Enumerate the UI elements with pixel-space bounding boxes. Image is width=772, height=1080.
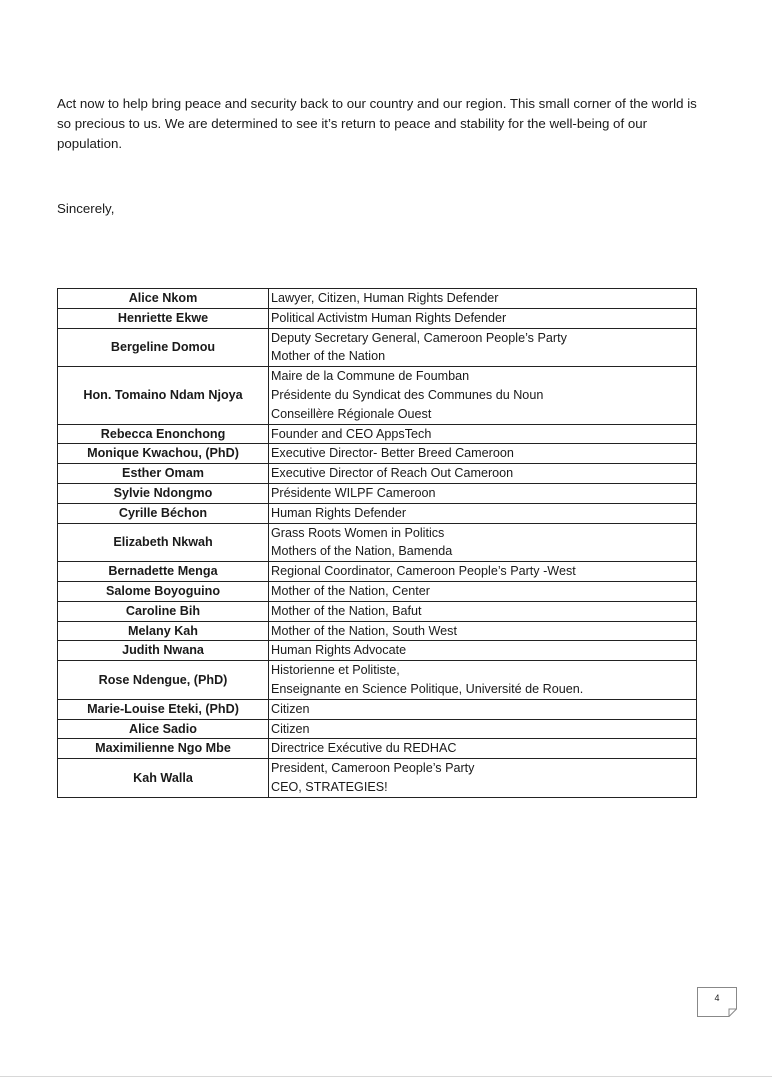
signatory-role-line: President, Cameroon People’s Party	[271, 761, 475, 776]
signatory-role-line: Conseillère Régionale Ouest	[271, 406, 432, 421]
signatory-role-line: Mother of the Nation	[271, 349, 386, 364]
signatory-roles	[269, 464, 697, 484]
signatory-roles	[269, 739, 697, 759]
signatory-roles	[269, 503, 697, 523]
signatory-row	[58, 503, 697, 523]
signatory-role-line: Maire de la Commune de Foumban	[271, 369, 470, 384]
signatory-row	[58, 719, 697, 739]
signatory-roles	[269, 661, 697, 700]
signatory-name: Bernadette Menga	[58, 562, 269, 582]
body-paragraph: Act now to help bring peace and security back to our country and our region. This small corner of the world is so precious to us. We are determined to see it’s return to peace and stability for the well-being of our population.	[57, 96, 697, 151]
signatory-role-line: Présidente du Syndicat des Communes du Noun	[271, 387, 544, 402]
signatory-role-line: Mother of the Nation, Center	[271, 583, 430, 598]
signatory-role-line: Mother of the Nation, South West	[271, 623, 457, 638]
signatories-table	[57, 288, 697, 798]
signatory-roles	[269, 444, 697, 464]
signatory-role-line: CEO, STRATEGIES!	[271, 779, 388, 794]
signatory-row	[58, 581, 697, 601]
signatory-roles	[269, 483, 697, 503]
signatory-role-line: Executive Director- Better Breed Cameroon	[271, 446, 514, 461]
signatory-name: Melany Kah	[58, 621, 269, 641]
signatory-role-line: Historienne et Politiste,	[271, 663, 400, 678]
signatory-name: Marie-Louise Eteki, (PhD)	[58, 699, 269, 719]
signatory-role-line: Mothers of the Nation, Bamenda	[271, 544, 453, 559]
signatory-role-line: Directrice Exécutive du REDHAC	[271, 741, 457, 756]
signatory-role-line: Citizen	[271, 721, 310, 736]
signatory-row	[58, 523, 697, 562]
signatory-role-line: Founder and CEO AppsTech	[271, 426, 432, 441]
signatory-name: Rebecca Enonchong	[58, 424, 269, 444]
signatory-row	[58, 444, 697, 464]
signatory-row	[58, 621, 697, 641]
signatory-row	[58, 424, 697, 444]
signatory-row	[58, 699, 697, 719]
signatory-row	[58, 308, 697, 328]
page-bottom-divider	[0, 1076, 772, 1077]
signatory-name: Kah Walla	[58, 759, 269, 798]
signatory-roles	[269, 289, 697, 309]
signatory-name: Cyrille Béchon	[58, 503, 269, 523]
signatory-name: Judith Nwana	[58, 641, 269, 661]
signatory-roles	[269, 424, 697, 444]
signatory-role-line: Human Rights Advocate	[271, 643, 407, 658]
signatory-row	[58, 483, 697, 503]
signatory-roles	[269, 641, 697, 661]
signatory-name: Esther Omam	[58, 464, 269, 484]
signatory-role-line: Lawyer, Citizen, Human Rights Defender	[271, 291, 499, 305]
page-number-box	[697, 987, 737, 1017]
signatories-table-body	[58, 289, 697, 798]
signatory-roles	[269, 581, 697, 601]
signatory-row	[58, 739, 697, 759]
signatory-roles	[269, 308, 697, 328]
signatory-row	[58, 464, 697, 484]
signatory-name: Alice Nkom	[58, 289, 269, 309]
signatory-role-line: Enseignante en Science Politique, Université de Rouen.	[271, 681, 584, 696]
signatory-name: Alice Sadio	[58, 719, 269, 739]
signatory-row	[58, 328, 697, 367]
signatory-role-line: Executive Director of Reach Out Cameroon	[271, 466, 514, 481]
signatory-roles	[269, 523, 697, 562]
signatory-roles	[269, 719, 697, 739]
signatory-row	[58, 661, 697, 700]
signatory-row	[58, 289, 697, 309]
signatory-name: Hon. Tomaino Ndam Njoya	[58, 367, 269, 424]
signatory-role-line: Regional Coordinator, Cameroon People’s Party -West	[271, 564, 576, 579]
signatory-name: Maximilienne Ngo Mbe	[58, 739, 269, 759]
signatory-roles	[269, 699, 697, 719]
signatory-role-line: Citizen	[271, 701, 310, 716]
signatory-role-line: Deputy Secretary General, Cameroon People’s Party	[271, 330, 567, 345]
closing-salutation: Sincerely,	[57, 201, 115, 216]
signatory-role-line: Présidente WILPF Cameroon	[271, 485, 436, 500]
signatory-roles	[269, 759, 697, 798]
signatory-role-line: Grass Roots Women in Politics	[271, 525, 445, 540]
signatory-name: Bergeline Domou	[58, 328, 269, 367]
signatory-name: Elizabeth Nkwah	[58, 523, 269, 562]
signatory-row	[58, 759, 697, 798]
signatory-name: Monique Kwachou, (PhD)	[58, 444, 269, 464]
signatory-name: Salome Boyoguino	[58, 581, 269, 601]
signatory-role-line: Mother of the Nation, Bafut	[271, 603, 422, 618]
signatory-name: Henriette Ekwe	[58, 308, 269, 328]
signatory-row	[58, 562, 697, 582]
signatory-roles	[269, 601, 697, 621]
signatory-row	[58, 601, 697, 621]
signatory-role-line: Political Activistm Human Rights Defender	[271, 310, 507, 325]
signatory-name: Rose Ndengue, (PhD)	[58, 661, 269, 700]
signatory-role-line: Human Rights Defender	[271, 505, 407, 520]
signatory-roles	[269, 621, 697, 641]
signatory-roles	[269, 367, 697, 424]
signatory-name: Sylvie Ndongmo	[58, 483, 269, 503]
signatory-roles	[269, 328, 697, 367]
signatory-roles	[269, 562, 697, 582]
page-number: 4	[714, 993, 720, 1003]
signatory-row	[58, 367, 697, 424]
signatory-row	[58, 641, 697, 661]
signatory-name: Caroline Bih	[58, 601, 269, 621]
